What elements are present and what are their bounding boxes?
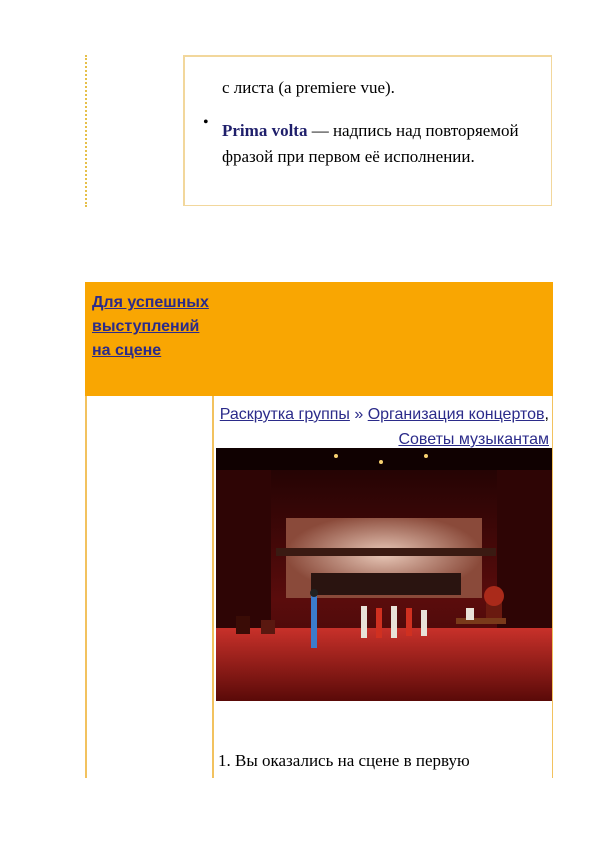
breadcrumb-comma: , <box>544 406 549 423</box>
term-definition: — надпись над повторяемой фразой при первом её исполнении. <box>222 121 519 166</box>
breadcrumb <box>216 402 549 452</box>
left-dotted-rule <box>85 55 87 207</box>
breadcrumb-link-concerts[interactable]: Организация концертов <box>367 406 545 423</box>
breadcrumb-link-tips[interactable]: Советы музыкантам <box>398 431 549 448</box>
section-header-link[interactable]: Для успешных выступлений на сцене <box>92 294 209 359</box>
term-prima-volta: Prima volta <box>222 121 308 140</box>
concert-stage-illustration <box>216 448 552 701</box>
left-column-rule <box>85 396 87 778</box>
breadcrumb-link-promotion[interactable]: Раскрутка группы <box>219 406 350 423</box>
right-column-rule <box>552 396 553 778</box>
concert-stage-photo <box>216 448 552 701</box>
bullet-item <box>222 118 542 170</box>
article-first-line: 1. Вы оказались на сцене в первую <box>218 751 470 770</box>
breadcrumb-separator: » <box>349 406 368 423</box>
bullet-marker: • <box>203 114 209 131</box>
definition-line: с листа (a premiere vue). <box>222 78 395 97</box>
middle-column-rule <box>212 396 214 778</box>
